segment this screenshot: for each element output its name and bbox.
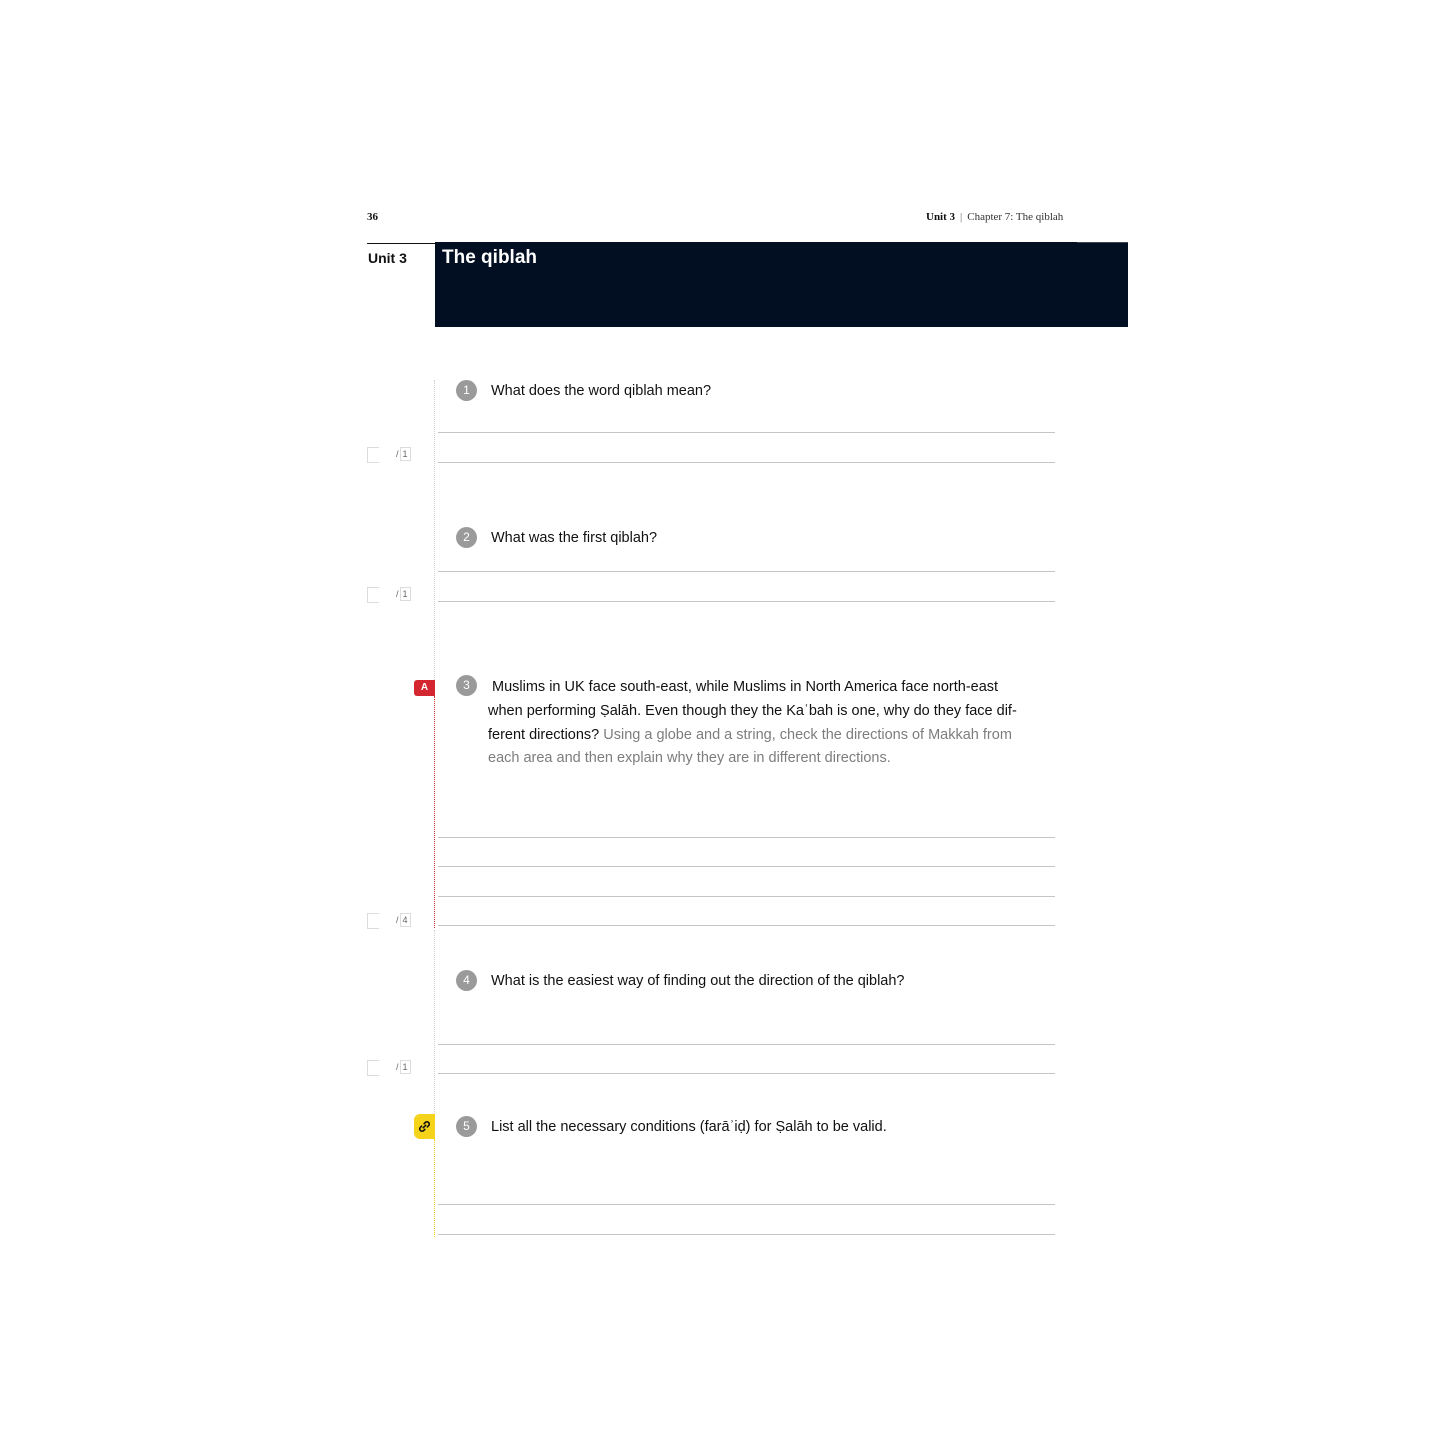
answer-line[interactable] [438, 1204, 1055, 1205]
running-header [926, 211, 1063, 223]
page-title: The qiblah [442, 247, 537, 268]
question-5-text: List all the necessary conditions (farāʾiḍ) for Ṣalāh to be valid. [491, 1119, 887, 1135]
score-prefix: / [396, 915, 399, 925]
answer-line[interactable] [438, 1044, 1055, 1045]
title-block [435, 242, 1128, 327]
score-prefix: / [396, 449, 399, 459]
question-number-2: 2 [456, 527, 477, 548]
score-total-3 [396, 913, 411, 927]
answer-line[interactable] [438, 837, 1055, 838]
score-max: 1 [400, 447, 411, 461]
question-number-1: 1 [456, 380, 477, 401]
answer-line[interactable] [438, 601, 1055, 602]
question-3-hint-1: Using a globe and a string, check the directions of Makkah from [603, 727, 1012, 743]
question-number-3: 3 [456, 675, 477, 696]
unit-rule [367, 243, 435, 244]
answer-line[interactable] [438, 896, 1055, 897]
margin-guide-line-activity [434, 696, 435, 928]
answer-line[interactable] [438, 925, 1055, 926]
page-number: 36 [367, 211, 378, 223]
score-total-1 [396, 447, 411, 461]
margin-guide-line-link [434, 1139, 435, 1237]
answer-line[interactable] [438, 462, 1055, 463]
margin-guide-line [434, 930, 435, 1114]
margin-guide-line [434, 380, 435, 680]
answer-line[interactable] [438, 432, 1055, 433]
answer-line[interactable] [438, 1073, 1055, 1074]
answer-line[interactable] [438, 571, 1055, 572]
running-header-separator: | [960, 211, 963, 223]
link-badge[interactable] [414, 1114, 435, 1139]
score-max: 4 [400, 913, 411, 927]
answer-line[interactable] [438, 866, 1055, 867]
running-header-unit: Unit 3 [926, 211, 956, 223]
score-prefix: / [396, 1062, 399, 1072]
score-prefix: / [396, 589, 399, 599]
score-max: 1 [400, 1060, 411, 1074]
score-box-4[interactable] [367, 1060, 379, 1076]
score-max: 1 [400, 587, 411, 601]
question-3-hint-2: each area and then explain why they are in different directions. [488, 750, 891, 766]
activity-badge: A [414, 680, 435, 696]
running-header-chapter: Chapter 7: The qiblah [967, 211, 1064, 223]
question-3-line-1: Muslims in UK face south-east, while Muslims in North America face north-east [492, 679, 999, 695]
answer-line[interactable] [438, 1234, 1055, 1235]
question-3-line-3 [488, 723, 1012, 747]
score-total-2 [396, 587, 411, 601]
score-box-1[interactable] [367, 447, 379, 463]
question-number-4: 4 [456, 970, 477, 991]
question-2-text: What was the first qiblah? [491, 530, 658, 546]
score-total-4 [396, 1060, 411, 1074]
question-number-5: 5 [456, 1116, 477, 1137]
link-icon [418, 1120, 431, 1133]
score-box-3[interactable] [367, 913, 379, 929]
unit-label: Unit 3 [368, 250, 407, 266]
score-box-2[interactable] [367, 587, 379, 603]
question-4-text: What is the easiest way of finding out the direction of the qiblah? [491, 973, 905, 989]
question-1-text: What does the word qiblah mean? [491, 383, 712, 399]
question-3-line-3-text: ferent directions? [488, 727, 600, 743]
title-block-hairline [1077, 242, 1128, 243]
question-3-line-2: when performing Ṣalāh. Even though they the Kaʿbah is one, why do they face dif- [488, 703, 1017, 719]
